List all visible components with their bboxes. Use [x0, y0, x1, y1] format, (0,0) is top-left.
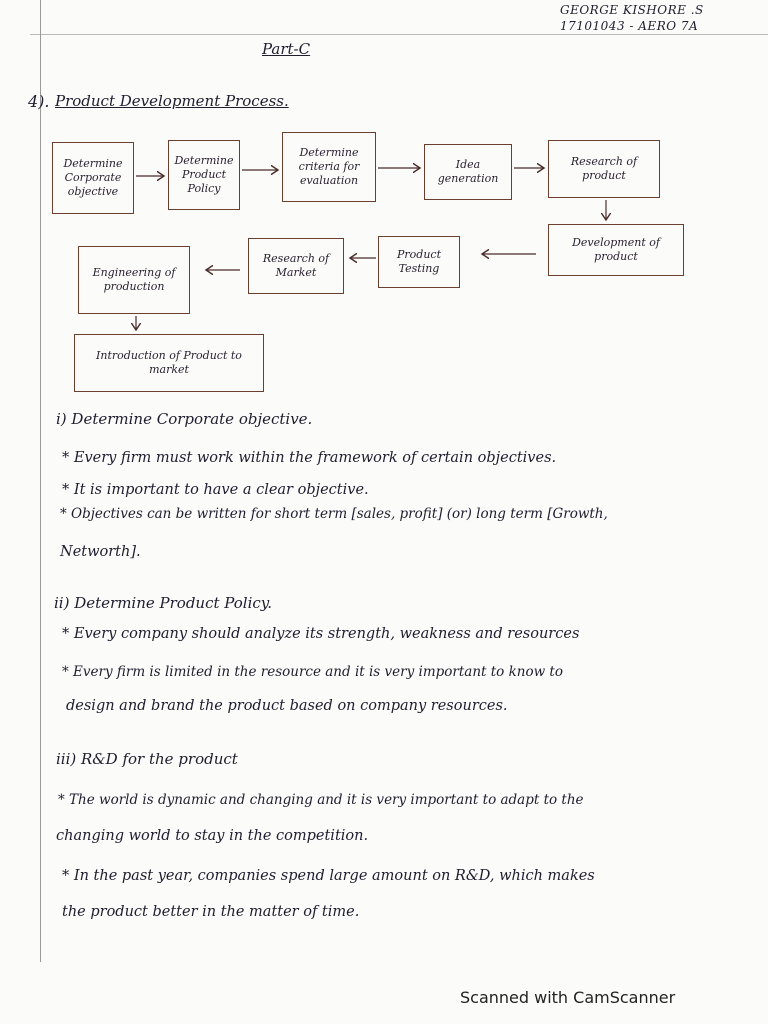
scanner-watermark: Scanned with CamScanner — [460, 988, 676, 1007]
flow-box-product-policy: Determine Product Policy — [168, 140, 240, 210]
section-1-line-4: Networth]. — [60, 544, 141, 560]
flowchart-arrows — [0, 0, 768, 420]
question-number: 4). — [28, 92, 50, 111]
student-id: 17101043 - AERO 7A — [560, 19, 699, 33]
flow-box-engineering-production: Engineering of production — [78, 246, 190, 314]
section-1-line-1: * Every firm must work within the framework of certain objectives. — [62, 450, 557, 466]
student-name: GEORGE KISHORE .S — [560, 3, 704, 17]
section-2-line-3: design and brand the product based on company resources. — [66, 698, 508, 714]
section-2-line-1: * Every company should analyze its strength, weakness and resources — [62, 626, 580, 642]
section-3-line-3: * In the past year, companies spend large amount on R&D, which makes — [62, 868, 595, 884]
section-1-line-2: * It is important to have a clear objective. — [62, 482, 369, 498]
section-heading-3: iii) R&D for the product — [56, 750, 238, 768]
section-3-line-2: changing world to stay in the competition. — [56, 828, 369, 844]
flow-box-idea-generation: Idea generation — [424, 144, 512, 200]
section-3-line-1: * The world is dynamic and changing and it is very important to adapt to the — [58, 792, 584, 808]
flow-box-introduction-market: Introduction of Product to market — [74, 334, 264, 392]
flow-box-development-product: Development of product — [548, 224, 684, 276]
question-title: Product Development Process. — [55, 92, 289, 110]
section-3-line-4: the product better in the matter of time. — [62, 904, 360, 920]
section-heading-2: ii) Determine Product Policy. — [54, 594, 273, 612]
section-2-line-2: * Every firm is limited in the resource and it is very important to know to — [62, 664, 563, 680]
section-1-line-3: * Objectives can be written for short term [sales, profit] (or) long term [Growth, — [60, 506, 608, 522]
flow-box-criteria-evaluation: Determine criteria for evaluation — [282, 132, 376, 202]
section-heading-1: i) Determine Corporate objective. — [56, 410, 313, 428]
flow-box-research-product: Research of product — [548, 140, 660, 198]
flow-box-research-market: Research of Market — [248, 238, 344, 294]
flow-box-product-testing: Product Testing — [378, 236, 460, 288]
part-title: Part-C — [262, 40, 311, 58]
flow-box-corporate-objective: Determine Corporate objective — [52, 142, 134, 214]
